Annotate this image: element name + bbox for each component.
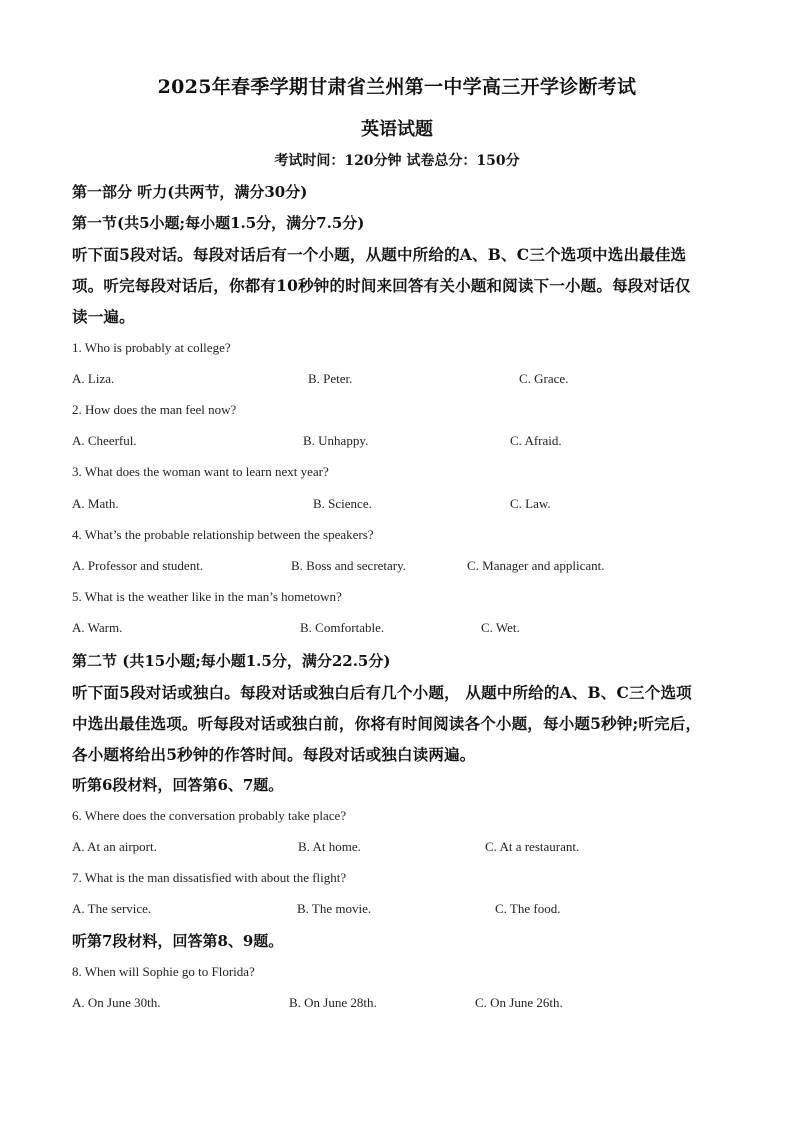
option-b: B. At home.: [298, 839, 361, 854]
option-c: C. On June 26th.: [475, 995, 563, 1010]
option-b: B. The movie.: [297, 901, 372, 916]
question-stem: 6. Where does the conversation probably take place?: [72, 808, 347, 823]
section1-heading: 第一节(共5小题;每小题1.5分，满分7.5分): [72, 214, 365, 232]
question-stem: 7. What is the man dissatisfied with about the flight?: [72, 870, 347, 885]
option-b: B. Unhappy.: [303, 433, 369, 448]
option-c: C. At a restaurant.: [485, 839, 580, 854]
group-heading: 听第7段材料，回答第8、9题。: [72, 932, 284, 950]
exam-info: 考试时间：120分钟 试卷总分：150分: [274, 153, 520, 169]
option-c: C. Wet.: [481, 620, 520, 635]
question-stem: 4. What’s the probable relationship between the speakers?: [72, 527, 374, 542]
option-a: A. Professor and student.: [72, 558, 204, 573]
exam-title: 2025年春季学期甘肃省兰州第一中学高三开学诊断考试: [157, 76, 637, 98]
question-stem: 1. Who is probably at college?: [72, 340, 231, 355]
option-c: C. Afraid.: [510, 433, 562, 448]
group-heading: 听第6段材料，回答第6、7题。: [72, 776, 284, 794]
section2-instruction-line: 各小题将给出5秒钟的作答时间。每段对话或独白读两遍。: [72, 745, 476, 764]
option-a: A. Warm.: [72, 620, 123, 635]
option-c: C. The food.: [495, 901, 561, 916]
option-b: B. Comfortable.: [300, 620, 385, 635]
section2-instruction-line: 中选出最佳选项。听每段对话或独白前，你将有时间阅读各个小题，每小题5秒钟;听完后，: [72, 714, 702, 733]
option-b: B. Boss and secretary.: [291, 558, 407, 573]
question-stem: 5. What is the weather like in the man’s hometown?: [72, 589, 342, 604]
option-a: A. Cheerful.: [72, 433, 137, 448]
question-stem: 2. How does the man feel now?: [72, 402, 237, 417]
exam-subtitle: 英语试题: [361, 119, 433, 140]
section2-instruction-line: 听下面5段对话或独白。每段对话或独白后有几个小题， 从题中所给的A、B、C三个选项: [72, 683, 692, 702]
section1-instruction-line: 听下面5段对话。每段对话后有一个小题，从题中所给的A、B、C三个选项中选出最佳选: [72, 245, 687, 264]
option-a: A. Liza.: [72, 371, 115, 386]
option-c: C. Manager and applicant.: [467, 558, 605, 573]
question-stem: 3. What does the woman want to learn next year?: [72, 464, 329, 479]
option-a: A. Math.: [72, 496, 119, 511]
section1-instruction-line: 项。听完每段对话后，你都有10秒钟的时间来回答有关小题和阅读下一小题。每段对话仅: [72, 276, 691, 295]
section1-instruction-line: 读一遍。: [72, 307, 135, 326]
section2-heading: 第二节 (共15小题;每小题1.5分，满分22.5分): [72, 652, 391, 670]
option-c: C. Law.: [510, 496, 551, 511]
option-b: B. Science.: [313, 496, 372, 511]
option-a: A. On June 30th.: [72, 995, 161, 1010]
option-c: C. Grace.: [519, 371, 569, 386]
option-a: A. At an airport.: [72, 839, 157, 854]
option-b: B. On June 28th.: [289, 995, 377, 1010]
option-b: B. Peter.: [308, 371, 353, 386]
option-a: A. The service.: [72, 901, 152, 916]
part1-heading: 第一部分 听力(共两节，满分30分): [72, 183, 308, 201]
question-stem: 8. When will Sophie go to Florida?: [72, 964, 255, 979]
